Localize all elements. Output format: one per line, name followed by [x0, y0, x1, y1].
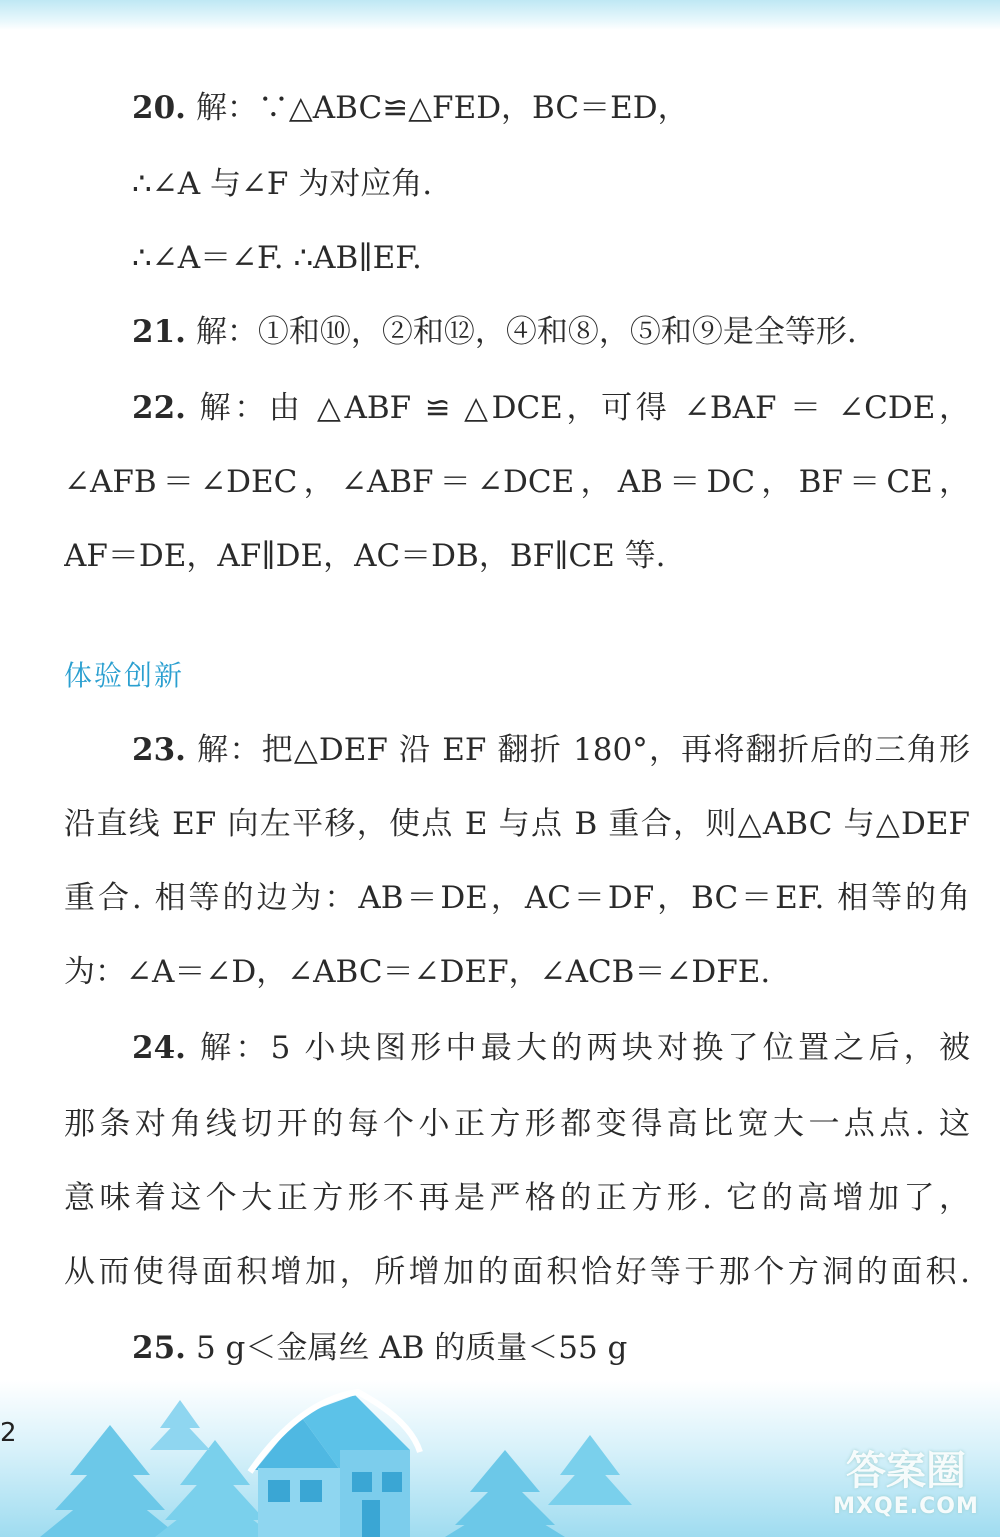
- section-title: 体验创新: [64, 659, 185, 692]
- problem-20-number: 20.: [132, 90, 186, 126]
- problem-24-number: 24.: [132, 1030, 186, 1066]
- problem-24-line-1: 24. 解：5 小块图形中最大的两块对换了位置之后，被: [132, 1030, 970, 1066]
- watermark-logo-text: 答案圈: [846, 1448, 966, 1494]
- problem-20-line-1: 20. 解：∵△ABC≌△FED，BC＝ED，: [132, 90, 689, 126]
- problem-22-line-2: ∠AFB＝∠DEC，∠ABF＝∠DCE，AB＝DC，BF＝CE，: [64, 464, 970, 500]
- problem-20-line-3: ∴∠A＝∠F. ∴AB∥EF.: [132, 240, 422, 276]
- problem-21-number: 21.: [132, 314, 186, 350]
- problem-25-line-1: 25. 5 g＜金属丝 AB 的质量＜55 g: [132, 1330, 628, 1366]
- problem-20-line-2: ∴∠A 与∠F 为对应角.: [132, 166, 433, 202]
- watermark-url-text: MXQE.COM: [833, 1494, 979, 1519]
- problem-24-line-4: 从而使得面积增加，所增加的面积恰好等于那个方洞的面积.: [64, 1254, 970, 1290]
- problem-23-line-3: 重合. 相等的边为：AB＝DE，AC＝DF，BC＝EF. 相等的角: [64, 880, 970, 916]
- problem-22-line-1: 22. 解：由 △ABF ≌ △DCE，可得 ∠BAF ＝ ∠CDE，: [132, 390, 970, 426]
- problem-23-line-2: 沿直线 EF 向左平移，使点 E 与点 B 重合，则△ABC 与△DEF: [64, 806, 970, 842]
- page-number: 2: [0, 1418, 17, 1448]
- problem-24-line-2: 那条对角线切开的每个小正方形都变得高比宽大一点点. 这: [64, 1106, 970, 1142]
- problem-22-line-3: AF＝DE，AF∥DE，AC＝DB，BF∥CE 等.: [64, 538, 666, 574]
- problem-23-line-1: 23. 解：把△DEF 沿 EF 翻折 180°，再将翻折后的三角形: [132, 732, 970, 768]
- problem-24-line-3: 意味着这个大正方形不再是严格的正方形. 它的高增加了，: [64, 1180, 970, 1216]
- problem-23-number: 23.: [132, 732, 186, 768]
- problem-23-line-4: 为：∠A＝∠D，∠ABC＝∠DEF，∠ACB＝∠DFE.: [64, 954, 771, 990]
- watermark-logo: [822, 1448, 990, 1528]
- problem-21-line-1: 21. 解：①和⑩，②和⑫，④和⑧，⑤和⑨是全等形.: [132, 314, 857, 350]
- problem-25-number: 25.: [132, 1330, 186, 1366]
- problem-22-number: 22.: [132, 390, 186, 426]
